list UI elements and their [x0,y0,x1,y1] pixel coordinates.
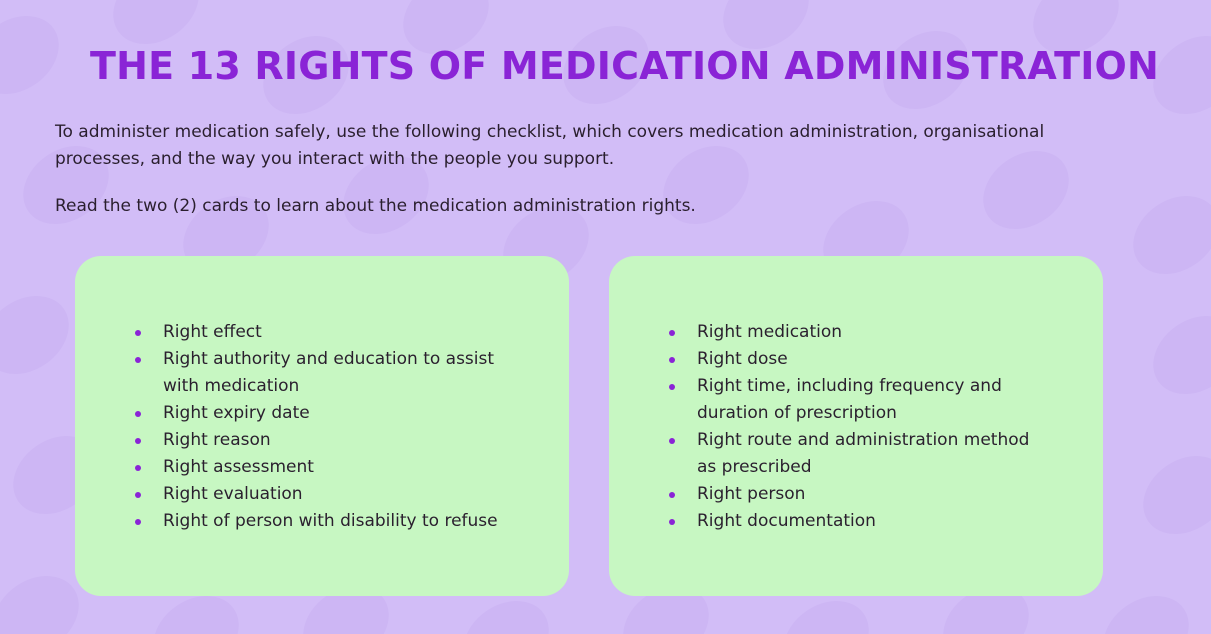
bullet-icon [669,438,675,444]
list-item-text: Right of person with disability to refuse [163,511,498,531]
list-item-text: Right documentation [697,511,876,531]
rights-list-1 [135,319,515,535]
page-title: THE 13 RIGHTS OF MEDICATION ADMINISTRATION [90,44,1160,88]
bullet-icon [135,492,141,498]
list-item [135,481,515,508]
list-item-text: Right time, including frequency and duration of prescription [697,376,1002,423]
list-item [135,346,515,400]
list-item [135,400,515,427]
list-item [135,508,515,535]
bullet-icon [135,411,141,417]
list-item-text: Right medication [697,322,843,342]
bullet-icon [669,330,675,336]
bullet-icon [135,357,141,363]
list-item [135,427,515,454]
list-item [669,481,1049,508]
bullet-icon [669,519,675,525]
bullet-icon [135,330,141,336]
list-item [669,319,1049,346]
list-item [135,319,515,346]
bullet-icon [135,438,141,444]
list-item-text: Right dose [697,349,788,369]
bullet-icon [669,384,675,390]
list-item [669,346,1049,373]
bullet-icon [669,357,675,363]
list-item [669,427,1049,481]
list-item [669,373,1049,427]
list-item [669,508,1049,535]
rights-card-1 [75,256,569,596]
bullet-icon [135,519,141,525]
list-item-text: Right effect [163,322,262,342]
list-item-text: Right assessment [163,457,314,477]
list-item-text: Right expiry date [163,403,310,423]
intro-paragraph: To administer medication safely, use the following checklist, which covers medication administration, organisational processes, and the way you interact with the people you support. [55,122,1045,169]
rights-list-2 [669,319,1049,535]
bullet-icon [669,492,675,498]
list-item-text: Right evaluation [163,484,303,504]
list-item-text: Right reason [163,430,271,450]
rights-card-2 [609,256,1103,596]
list-item-text: Right person [697,484,806,504]
bullet-icon [135,465,141,471]
instruction-paragraph: Read the two (2) cards to learn about the medication administration rights. [55,196,696,216]
list-item-text: Right route and administration method as prescribed [697,430,1030,477]
list-item [135,454,515,481]
list-item-text: Right authority and education to assist with medication [163,349,495,396]
